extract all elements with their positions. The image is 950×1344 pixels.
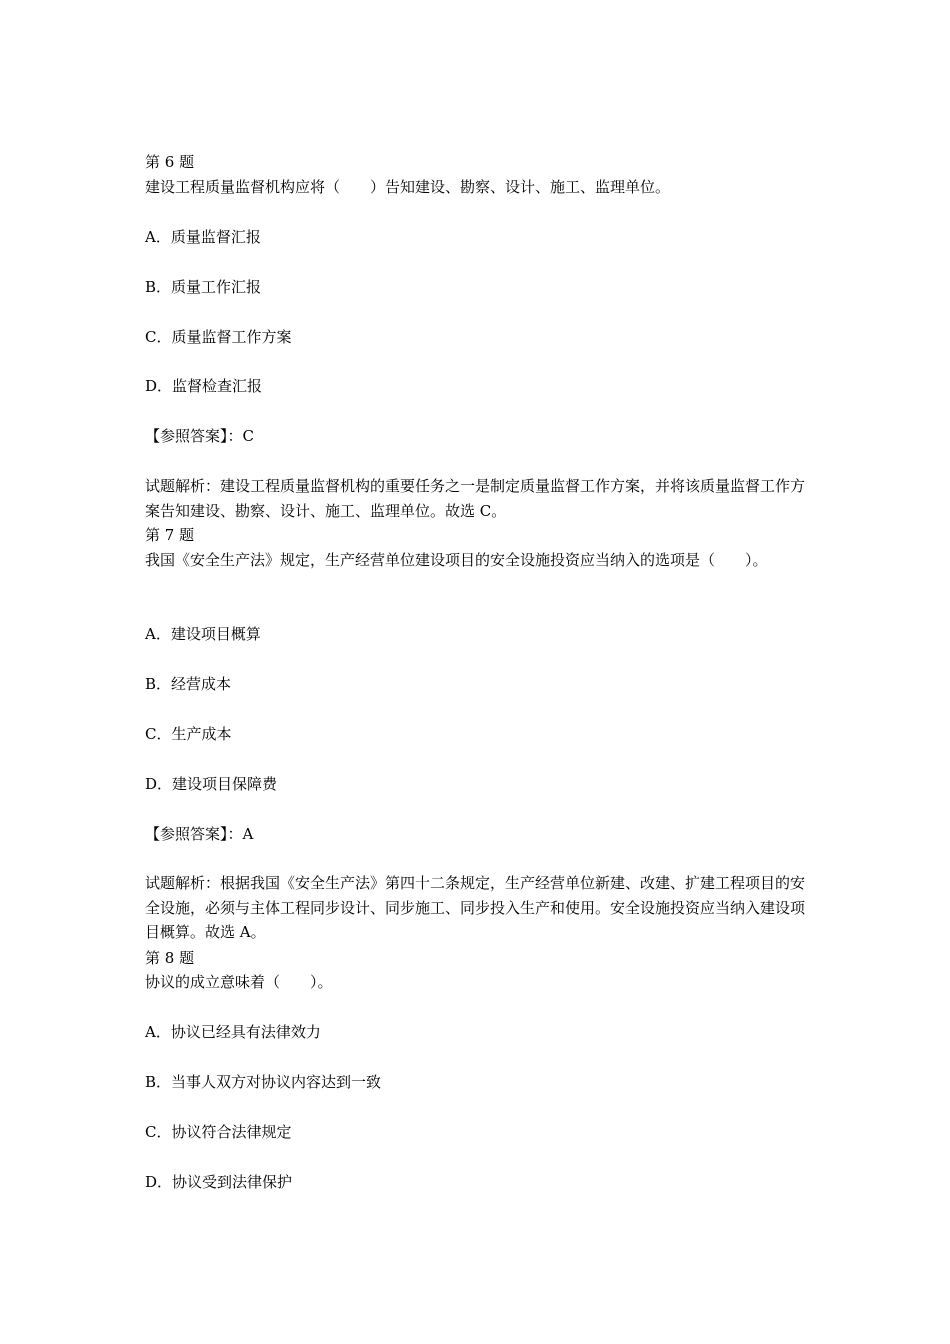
question-8-number: 第 8 题 <box>145 949 195 967</box>
question-6-analysis: 试题解析：建设工程质量监督机构的重要任务之一是制定质量监督工作方案，并将该质量监督工作方案告知建设、勘察、设计、施工、监理单位。故选 C。 <box>145 477 806 520</box>
question-8-option-d: D．协议受到法律保护 <box>145 1173 293 1191</box>
question-6-option-b: B．质量工作汇报 <box>145 278 262 296</box>
question-7-stem: 我国《安全生产法》规定，生产经营单位建设项目的安全设施投资应当纳入的选项是（ ）。 <box>145 551 768 569</box>
question-7-analysis: 试题解析：根据我国《安全生产法》第四十二条规定，生产经营单位新建、改建、扩建工程项目的安全设施，必须与主体工程同步设计、同步施工、同步投入生产和使用。安全设施投资应当纳入建设项目概算。故选 A。 <box>145 874 806 941</box>
question-7-option-d: D．建设项目保障费 <box>145 775 278 793</box>
question-6-number: 第 6 题 <box>145 153 195 171</box>
question-8-stem: 协议的成立意味着（ ）。 <box>145 973 333 991</box>
question-8-option-a: A．协议已经具有法律效力 <box>145 1023 321 1041</box>
question-7-number: 第 7 题 <box>145 526 195 544</box>
question-6-answer: 【参照答案】：C <box>145 427 254 445</box>
question-8-option-b: B．当事人双方对协议内容达到一致 <box>145 1073 382 1091</box>
question-6-option-c: C．质量监督工作方案 <box>145 328 292 346</box>
question-7-answer: 【参照答案】：A <box>145 825 254 843</box>
question-7-option-a: A．建设项目概算 <box>145 625 261 643</box>
question-8-option-c: C．协议符合法律规定 <box>145 1123 292 1141</box>
question-7-option-c: C．生产成本 <box>145 725 232 743</box>
question-7-option-b: B．经营成本 <box>145 675 232 693</box>
question-6-option-d: D．监督检查汇报 <box>145 377 263 395</box>
question-6-option-a: A．质量监督汇报 <box>145 228 261 246</box>
question-6-stem: 建设工程质量监督机构应将（ ）告知建设、勘察、设计、施工、监理单位。 <box>145 178 671 196</box>
